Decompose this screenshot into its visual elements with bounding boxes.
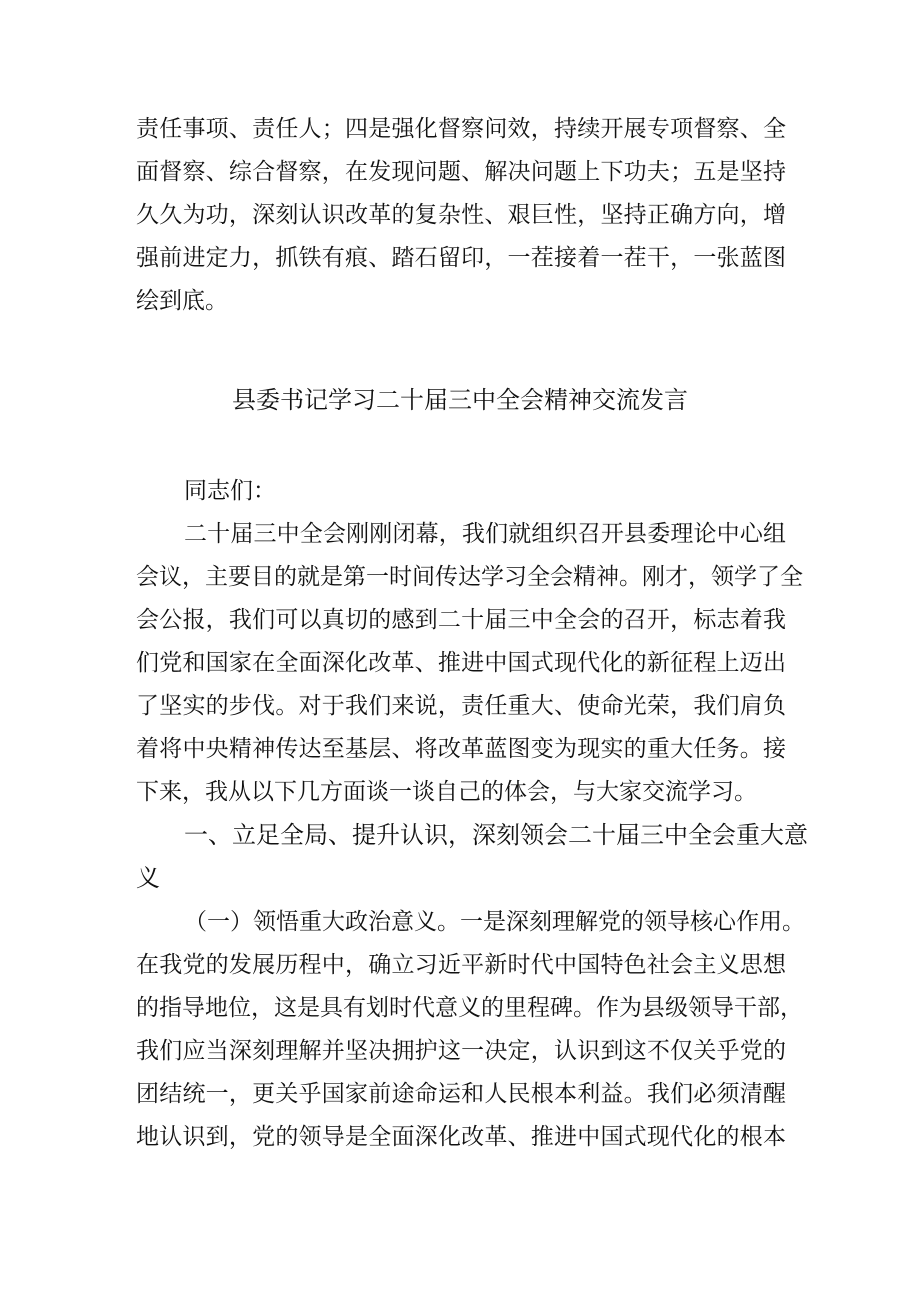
salutation: 同志们： <box>184 478 276 504</box>
text-line: 在我党的发展历程中，确立习近平新时代中国特色社会主义思想 <box>136 952 786 978</box>
text-line: 会议，主要目的就是第一时间传达学习全会精神。刚才，领学了全 <box>136 564 803 590</box>
text-line: 强前进定力，抓铁有痕、踏石留印，一茬接着一茬干，一张蓝图 <box>136 245 786 271</box>
section-heading: 一、立足全局、提升认识，深刻领会二十届三中全会重大意 <box>184 821 808 849</box>
text-line: 我们应当深刻理解并坚决拥护这一决定，认识到这不仅关乎党的 <box>136 1038 786 1064</box>
text-line: 责任事项、责任人；四是强化督察问效，持续开展专项督察、全 <box>136 116 786 142</box>
text-line: 着将中央精神传达至基层、将改革蓝图变为现实的重大任务。接 <box>136 736 786 762</box>
text-line: 们党和国家在全面深化改革、推进中国式现代化的新征程上迈出 <box>136 650 786 676</box>
text-line: 二十届三中全会刚刚闭幕，我们就组织召开县委理论中心组 <box>184 521 786 547</box>
text-line: 久久为功，深刻认识改革的复杂性、艰巨性，坚持正确方向，增 <box>136 202 786 228</box>
text-line: 绘到底。 <box>136 288 228 314</box>
document-title: 县委书记学习二十届三中全会精神交流发言 <box>232 386 688 414</box>
text-line: 的指导地位，这是具有划时代意义的里程碑。作为县级领导干部， <box>136 995 803 1021</box>
text-line: 团结统一，更关乎国家前途命运和人民根本利益。我们必须清醒 <box>136 1081 786 1107</box>
text-line: 了坚实的步伐。对于我们来说，责任重大、使命光荣，我们肩负 <box>136 693 786 719</box>
section-heading: 义 <box>136 864 160 892</box>
text-line: 地认识到，党的领导是全面深化改革、推进中国式现代化的根本 <box>136 1124 786 1150</box>
text-line: 会公报，我们可以真切的感到二十届三中全会的召开，标志着我 <box>136 607 786 633</box>
text-line: 下来，我从以下几方面谈一谈自己的体会，与大家交流学习。 <box>136 779 757 805</box>
text-line: （一）领悟重大政治意义。一是深刻理解党的领导核心作用。 <box>184 909 805 935</box>
text-line: 面督察、综合督察，在发现问题、解决问题上下功夫；五是坚持 <box>136 159 786 185</box>
